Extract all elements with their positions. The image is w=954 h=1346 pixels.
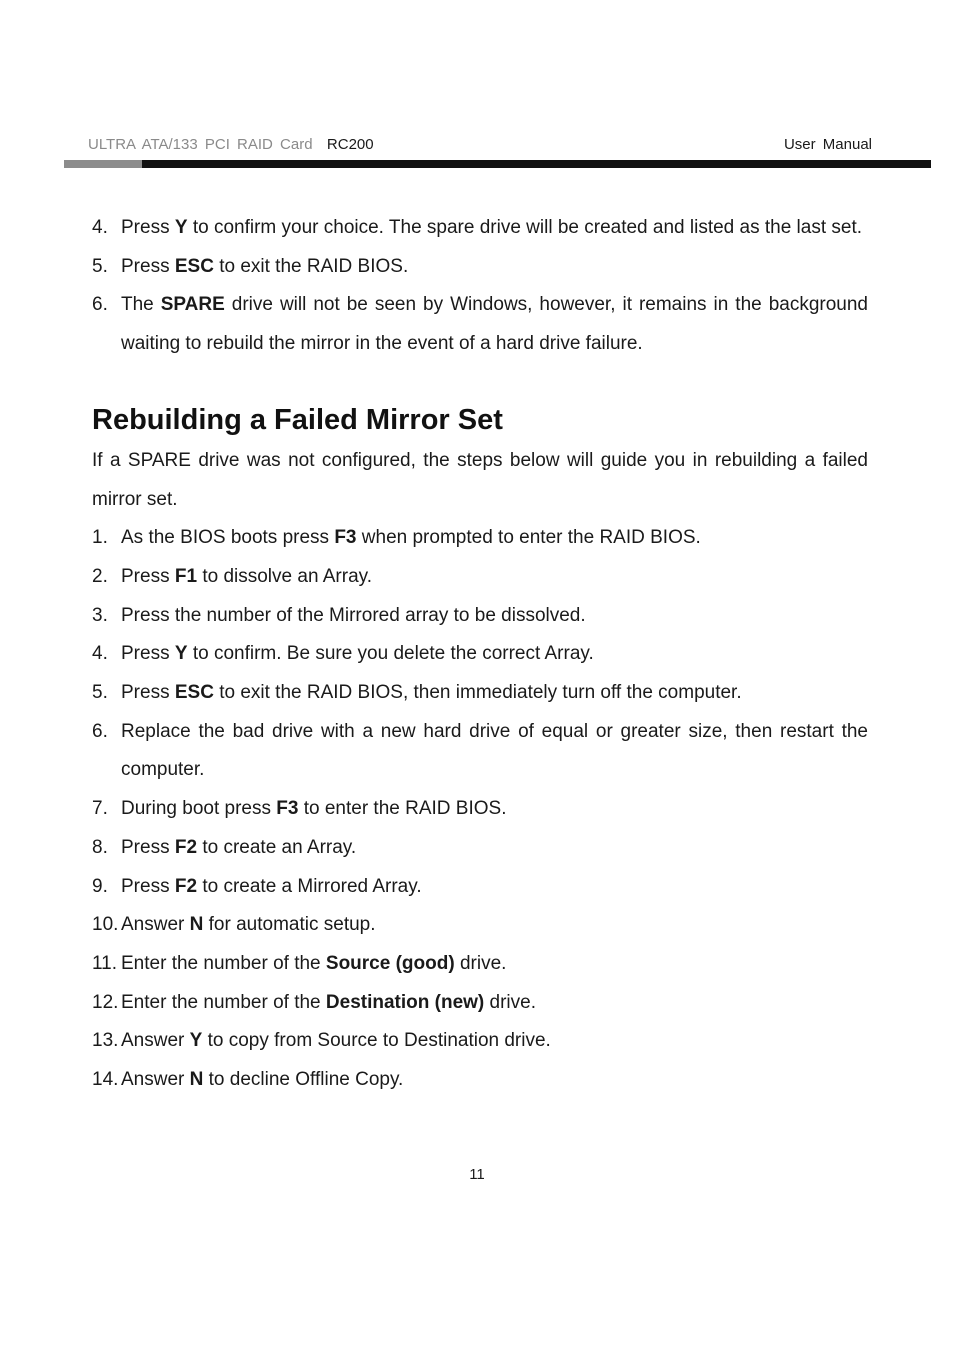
list-item-text: Answer bbox=[121, 1069, 190, 1091]
list-item-text: drive will not be seen by Windows, however, it remains in the background waiting to rebuild the mirror in the event of a hard drive failure. bbox=[121, 294, 868, 355]
list-item-text: to confirm. Be sure you delete the correct Array. bbox=[187, 643, 594, 665]
list-item-number: 11. bbox=[92, 952, 118, 974]
list-item-number: 5. bbox=[92, 682, 108, 704]
list-item-text: to confirm your choice. The spare drive will be created and listed as the last set. bbox=[187, 217, 863, 238]
header-rule-accent bbox=[64, 160, 142, 168]
list-item-key: Source (good) bbox=[325, 952, 455, 974]
list-item-number: 7. bbox=[92, 798, 108, 820]
list-item-key: SPARE bbox=[160, 294, 225, 316]
list-item bbox=[92, 829, 868, 868]
list-item-number: 13. bbox=[92, 1030, 119, 1052]
list-item-text: Replace the bad drive with a new hard drive of equal or greater size, then restart the computer. bbox=[121, 720, 868, 781]
list-item-text: to copy from Source to Destination drive. bbox=[202, 1030, 551, 1052]
list-item-text: to create an Array. bbox=[197, 836, 357, 858]
list-item-key: ESC bbox=[174, 682, 214, 704]
list-item-key: ESC bbox=[174, 255, 214, 277]
list-item bbox=[92, 597, 868, 636]
list-item-number: 6. bbox=[92, 720, 108, 742]
header-product-name: ULTRA ATA/133 PCI RAID Card bbox=[88, 136, 313, 153]
list-item bbox=[92, 286, 868, 363]
header-model: RC200 bbox=[326, 136, 374, 153]
list-item bbox=[92, 906, 868, 945]
list-item-number: 14. bbox=[92, 1069, 119, 1091]
list-item bbox=[92, 1022, 868, 1061]
list-item-text: During boot press bbox=[121, 798, 277, 820]
list-item-key: F3 bbox=[334, 527, 357, 549]
list-item-number: 4. bbox=[92, 217, 108, 238]
list-item-text: Press bbox=[121, 255, 175, 277]
list-item-number: 5. bbox=[92, 255, 108, 277]
list-item bbox=[92, 984, 868, 1023]
list-item-text: Press the number of the Mirrored array to be dissolved. bbox=[121, 604, 586, 626]
list-item bbox=[92, 945, 868, 984]
page-content bbox=[92, 209, 868, 1100]
list-item-text: Press bbox=[121, 836, 175, 858]
list-item-number: 1. bbox=[92, 527, 108, 549]
list-item bbox=[92, 248, 868, 287]
list-item-key: Destination (new) bbox=[325, 991, 485, 1013]
list-item-number: 2. bbox=[92, 565, 108, 587]
list-item-text: The bbox=[121, 294, 161, 316]
list-item-text: drive. bbox=[454, 952, 507, 974]
list-item-key: F3 bbox=[276, 798, 299, 820]
list-item-text: Press bbox=[121, 217, 175, 238]
list-item-text: Enter the number of the bbox=[121, 952, 326, 974]
header-doc-type: User Manual bbox=[783, 136, 872, 153]
list-item-number: 9. bbox=[92, 875, 108, 897]
list-item-text: Press bbox=[121, 643, 175, 665]
page-number: 11 bbox=[469, 1166, 485, 1183]
list-item-key: F1 bbox=[174, 565, 198, 587]
list-item-number: 12. bbox=[92, 991, 119, 1013]
section-title: Rebuilding a Failed Mirror Set bbox=[92, 403, 503, 436]
list-item-key: Y bbox=[189, 1030, 203, 1052]
list-item-text: when prompted to enter the RAID BIOS. bbox=[356, 527, 701, 549]
list-item-text: As the BIOS boots press bbox=[121, 527, 335, 549]
list-item-text: to dissolve an Array. bbox=[197, 565, 372, 587]
header-product bbox=[88, 136, 374, 153]
list-item-key: N bbox=[189, 914, 204, 936]
list-item bbox=[92, 209, 868, 248]
list-item-key: Y bbox=[174, 643, 188, 665]
list-item-text: Press bbox=[121, 565, 175, 587]
list-item-text: to exit the RAID BIOS. bbox=[213, 255, 409, 277]
list-item bbox=[92, 790, 868, 829]
list-item-key: N bbox=[189, 1069, 204, 1091]
list-item-key: F2 bbox=[174, 836, 198, 858]
list-item-text: Enter the number of the bbox=[121, 991, 326, 1013]
list-item-number: 3. bbox=[92, 604, 108, 626]
list-item-text: Answer bbox=[121, 1030, 190, 1052]
list-item-number: 6. bbox=[92, 294, 108, 316]
list-item-text: Press bbox=[121, 682, 175, 704]
list-item-text: to exit the RAID BIOS, then immediately turn off the computer. bbox=[213, 682, 742, 704]
list-item bbox=[92, 674, 868, 713]
list-item bbox=[92, 635, 868, 674]
list-item-text: to enter the RAID BIOS. bbox=[298, 798, 507, 820]
list-item bbox=[92, 519, 868, 558]
list-item-text: Press bbox=[121, 875, 175, 897]
list-item-key: F2 bbox=[174, 875, 198, 897]
list-item-number: 4. bbox=[92, 643, 108, 665]
header-rule bbox=[142, 160, 931, 168]
list-item-number: 10. bbox=[92, 914, 119, 936]
list-item bbox=[92, 868, 868, 907]
list-item bbox=[92, 558, 868, 597]
list-item bbox=[92, 713, 868, 790]
list-item-text: for automatic setup. bbox=[203, 914, 376, 936]
list-item-text: drive. bbox=[484, 991, 536, 1013]
list-item-number: 8. bbox=[92, 836, 108, 858]
rebuild-steps-list bbox=[92, 519, 868, 1100]
list-item-text: Answer bbox=[121, 914, 190, 936]
section-intro: If a SPARE drive was not configured, the steps below will guide you in rebuilding a failed mirror set. bbox=[92, 449, 868, 510]
list-item-text: to create a Mirrored Array. bbox=[197, 875, 422, 897]
list-item bbox=[92, 1061, 868, 1100]
list-item-text: to decline Offline Copy. bbox=[203, 1069, 404, 1091]
list-item-key: Y bbox=[174, 217, 188, 238]
spare-steps-list bbox=[92, 209, 868, 364]
